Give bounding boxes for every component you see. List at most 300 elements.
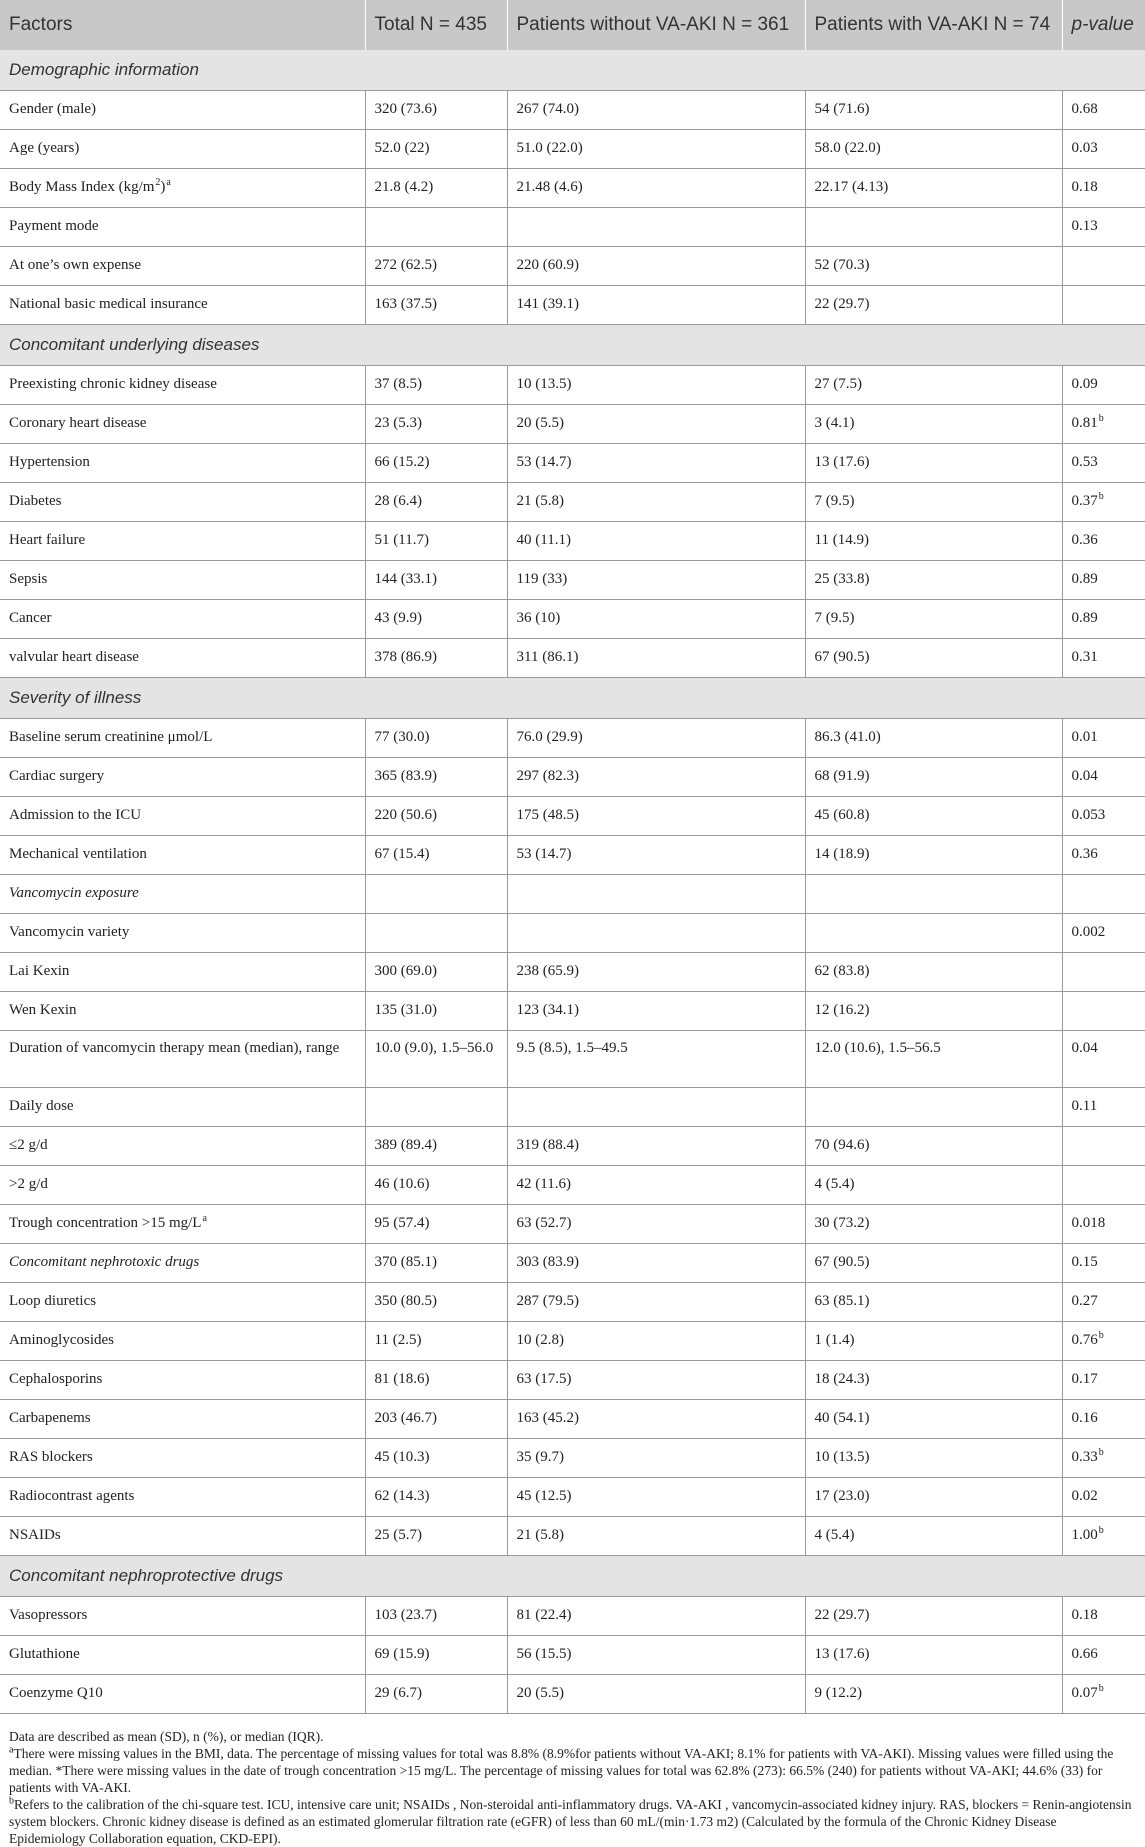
- with-va-aki-value: 22.17 (4.13): [805, 169, 1062, 208]
- p-value: 0.02: [1071, 1488, 1098, 1504]
- footnote-a-marker: a: [9, 1744, 14, 1756]
- table-row: [0, 1283, 1145, 1322]
- table-row: [0, 169, 1145, 208]
- without-va-aki-value: 175 (48.5): [507, 797, 805, 836]
- factor-label: [0, 953, 365, 992]
- factor-label: [0, 1439, 365, 1478]
- factor-label: [0, 1031, 365, 1088]
- p-value-cell: [1062, 1166, 1145, 1205]
- with-va-aki-value: 9 (12.2): [805, 1675, 1062, 1714]
- without-va-aki-value: 141 (39.1): [507, 286, 805, 325]
- table-header: [0, 0, 1145, 50]
- without-va-aki-value: [507, 208, 805, 247]
- section-header-row: [0, 678, 1145, 719]
- p-value: 0.16: [1071, 1410, 1098, 1426]
- p-value: 0.18: [1071, 1607, 1098, 1623]
- factor-label: [0, 169, 365, 208]
- p-value: 0.04: [1071, 1040, 1098, 1056]
- without-va-aki-value: 21.48 (4.6): [507, 169, 805, 208]
- factor-label: [0, 405, 365, 444]
- p-value: 0.68: [1071, 101, 1098, 117]
- factor-label-text: Sepsis: [9, 571, 48, 587]
- without-va-aki-value: 20 (5.5): [507, 1675, 805, 1714]
- without-va-aki-value: 267 (74.0): [507, 91, 805, 130]
- table-row: [0, 1031, 1145, 1088]
- factor-label: [0, 91, 365, 130]
- table-body: [0, 50, 1145, 1714]
- table-row: [0, 1675, 1145, 1714]
- table-row: [0, 797, 1145, 836]
- p-value: 0.018: [1071, 1215, 1106, 1231]
- with-va-aki-value: 3 (4.1): [805, 405, 1062, 444]
- table-row: [0, 444, 1145, 483]
- factor-label-text: Vancomycin variety: [9, 924, 130, 940]
- header-total: Total N = 435: [365, 0, 507, 50]
- factor-label: [0, 1088, 365, 1127]
- factor-label: [0, 1636, 365, 1675]
- p-value: 0.36: [1071, 846, 1098, 862]
- p-value-footnote-marker: b: [1098, 1447, 1104, 1458]
- without-va-aki-value: 319 (88.4): [507, 1127, 805, 1166]
- factor-label-text: Baseline serum creatinine μmol/L: [9, 729, 213, 745]
- p-value: 0.89: [1071, 571, 1098, 587]
- factor-label: [0, 1244, 365, 1283]
- p-value: 0.13: [1071, 218, 1098, 234]
- factor-label-text: Cancer: [9, 610, 52, 626]
- with-va-aki-value: 22 (29.7): [805, 1597, 1062, 1636]
- factor-label-text: Admission to the ICU: [9, 807, 142, 823]
- factor-label-text: Concomitant nephrotoxic drugs: [9, 1254, 200, 1270]
- factor-label-text: Gender (male): [9, 101, 97, 117]
- factor-label-text: Vasopressors: [9, 1607, 88, 1623]
- without-va-aki-value: 42 (11.6): [507, 1166, 805, 1205]
- factor-label: [0, 1478, 365, 1517]
- factor-label-text: >2 g/d: [9, 1176, 48, 1192]
- without-va-aki-value: 123 (34.1): [507, 992, 805, 1031]
- factor-label-text: Mechanical ventilation: [9, 846, 147, 862]
- factor-label: [0, 208, 365, 247]
- total-value: [365, 875, 507, 914]
- without-va-aki-value: 81 (22.4): [507, 1597, 805, 1636]
- total-value: 23 (5.3): [365, 405, 507, 444]
- table-row: [0, 561, 1145, 600]
- total-value: 46 (10.6): [365, 1166, 507, 1205]
- p-value-cell: [1062, 797, 1145, 836]
- p-value: 0.27: [1071, 1293, 1098, 1309]
- with-va-aki-value: 13 (17.6): [805, 1636, 1062, 1675]
- factor-label-text: valvular heart disease: [9, 649, 139, 665]
- section-title: Demographic information: [0, 50, 1145, 91]
- factor-label-text: Coenzyme Q10: [9, 1685, 103, 1701]
- total-value: 69 (15.9): [365, 1636, 507, 1675]
- total-value: 21.8 (4.2): [365, 169, 507, 208]
- table-row: [0, 1439, 1145, 1478]
- total-value: 43 (9.9): [365, 600, 507, 639]
- without-va-aki-value: 21 (5.8): [507, 483, 805, 522]
- factor-label: [0, 1205, 365, 1244]
- factor-label: [0, 1517, 365, 1556]
- with-va-aki-value: [805, 1088, 1062, 1127]
- with-va-aki-value: 70 (94.6): [805, 1127, 1062, 1166]
- with-va-aki-value: 54 (71.6): [805, 91, 1062, 130]
- total-value: [365, 1088, 507, 1127]
- factor-label: [0, 1597, 365, 1636]
- footnote-general: Data are described as mean (SD), n (%), or median (IQR).: [9, 1729, 324, 1744]
- factor-label-text: Preexisting chronic kidney disease: [9, 376, 217, 392]
- with-va-aki-value: 12 (16.2): [805, 992, 1062, 1031]
- p-value-cell: [1062, 1031, 1145, 1088]
- with-va-aki-value: [805, 914, 1062, 953]
- p-value-cell: [1062, 1244, 1145, 1283]
- p-value-cell: [1062, 639, 1145, 678]
- p-value-cell: [1062, 719, 1145, 758]
- without-va-aki-value: 10 (13.5): [507, 366, 805, 405]
- p-value-cell: [1062, 758, 1145, 797]
- factor-label-footnote-marker: a: [166, 177, 171, 188]
- p-value-footnote-marker: b: [1098, 1683, 1104, 1694]
- factor-label-text: Daily dose: [9, 1098, 74, 1114]
- without-va-aki-value: 35 (9.7): [507, 1439, 805, 1478]
- table-row: [0, 286, 1145, 325]
- p-value-cell: [1062, 1597, 1145, 1636]
- section-header-row: [0, 50, 1145, 91]
- without-va-aki-value: 303 (83.9): [507, 1244, 805, 1283]
- p-value-cell: [1062, 1088, 1145, 1127]
- factor-label: [0, 992, 365, 1031]
- table-row: [0, 1088, 1145, 1127]
- table-row: [0, 91, 1145, 130]
- factor-label: [0, 836, 365, 875]
- section-title: Concomitant nephroprotective drugs: [0, 1556, 1145, 1597]
- p-value-cell: [1062, 405, 1145, 444]
- p-value: 0.89: [1071, 610, 1098, 626]
- p-value-cell: [1062, 208, 1145, 247]
- total-value: 389 (89.4): [365, 1127, 507, 1166]
- p-value-cell: [1062, 600, 1145, 639]
- with-va-aki-value: 13 (17.6): [805, 444, 1062, 483]
- p-value-footnote-marker: b: [1098, 1330, 1104, 1341]
- with-va-aki-value: 18 (24.3): [805, 1361, 1062, 1400]
- with-va-aki-value: 40 (54.1): [805, 1400, 1062, 1439]
- factor-label-text: Wen Kexin: [9, 1002, 77, 1018]
- p-value: 1.00: [1071, 1527, 1098, 1543]
- factor-label: [0, 1675, 365, 1714]
- p-value: 0.15: [1071, 1254, 1098, 1270]
- total-value: 28 (6.4): [365, 483, 507, 522]
- factor-label: [0, 914, 365, 953]
- table-row: [0, 1322, 1145, 1361]
- table-row: [0, 1244, 1145, 1283]
- with-va-aki-value: 30 (73.2): [805, 1205, 1062, 1244]
- total-value: 163 (37.5): [365, 286, 507, 325]
- factor-label-footnote-marker: a: [202, 1213, 207, 1224]
- with-va-aki-value: [805, 875, 1062, 914]
- without-va-aki-value: 220 (60.9): [507, 247, 805, 286]
- table-row: [0, 875, 1145, 914]
- total-value: 11 (2.5): [365, 1322, 507, 1361]
- factor-label-text: Vancomycin exposure: [9, 885, 139, 901]
- table-row: [0, 522, 1145, 561]
- with-va-aki-value: 12.0 (10.6), 1.5–56.5: [805, 1031, 1062, 1088]
- p-value-footnote-marker: b: [1098, 491, 1104, 502]
- p-value-cell: [1062, 1361, 1145, 1400]
- p-value-cell: [1062, 836, 1145, 875]
- factor-label: [0, 639, 365, 678]
- without-va-aki-value: 51.0 (22.0): [507, 130, 805, 169]
- total-value: 95 (57.4): [365, 1205, 507, 1244]
- p-value: 0.09: [1071, 376, 1098, 392]
- with-va-aki-value: 58.0 (22.0): [805, 130, 1062, 169]
- without-va-aki-value: 56 (15.5): [507, 1636, 805, 1675]
- factor-label: [0, 600, 365, 639]
- table-row: [0, 1205, 1145, 1244]
- p-value-cell: [1062, 561, 1145, 600]
- with-va-aki-value: 25 (33.8): [805, 561, 1062, 600]
- footnote-a: [9, 1745, 1136, 1796]
- p-value-cell: [1062, 366, 1145, 405]
- total-value: 365 (83.9): [365, 758, 507, 797]
- with-va-aki-value: 63 (85.1): [805, 1283, 1062, 1322]
- p-value: 0.002: [1071, 924, 1106, 940]
- factor-label-text: Payment mode: [9, 218, 99, 234]
- without-va-aki-value: [507, 875, 805, 914]
- p-value: 0.03: [1071, 140, 1098, 156]
- p-value: 0.53: [1071, 454, 1098, 470]
- with-va-aki-value: 62 (83.8): [805, 953, 1062, 992]
- without-va-aki-value: [507, 914, 805, 953]
- header-factors: Factors: [0, 0, 365, 50]
- p-value-cell: [1062, 444, 1145, 483]
- factor-label-text: ≤2 g/d: [9, 1137, 48, 1153]
- total-value: 77 (30.0): [365, 719, 507, 758]
- with-va-aki-value: 27 (7.5): [805, 366, 1062, 405]
- factor-label-text: Radiocontrast agents: [9, 1488, 135, 1504]
- factor-label: [0, 483, 365, 522]
- total-value: 135 (31.0): [365, 992, 507, 1031]
- without-va-aki-value: 238 (65.9): [507, 953, 805, 992]
- footnote-a-text: There were missing values in the BMI, data. The percentage of missing values for total was 8.8% (8.9%for patients without VA-AKI; 8.1% for patients with VA-AKI). Missing values were filled using the median. *There were missing values in the date of trough concentration >15 mg/L. The percentage of missing values for total was 62.8% (273): 66.5% (240) for patients without VA-AKI; 44.6% (33) for patients with VA-AKI.: [9, 1746, 1114, 1795]
- with-va-aki-value: 4 (5.4): [805, 1517, 1062, 1556]
- table-row: [0, 1636, 1145, 1675]
- factor-label-text: Duration of vancomycin therapy mean (median), range: [9, 1040, 340, 1056]
- table-row: [0, 405, 1145, 444]
- with-va-aki-value: 52 (70.3): [805, 247, 1062, 286]
- total-value: 350 (80.5): [365, 1283, 507, 1322]
- with-va-aki-value: 7 (9.5): [805, 600, 1062, 639]
- section-header-row: [0, 1556, 1145, 1597]
- total-value: 67 (15.4): [365, 836, 507, 875]
- factor-label: [0, 875, 365, 914]
- factor-label-text: Age (years): [9, 140, 80, 156]
- header-row: [0, 0, 1145, 50]
- p-value: 0.36: [1071, 532, 1098, 548]
- p-value-cell: [1062, 914, 1145, 953]
- without-va-aki-value: 311 (86.1): [507, 639, 805, 678]
- p-value: 0.81: [1071, 415, 1098, 431]
- table-row: [0, 600, 1145, 639]
- factor-label-text: Loop diuretics: [9, 1293, 97, 1309]
- with-va-aki-value: 68 (91.9): [805, 758, 1062, 797]
- table-row: [0, 208, 1145, 247]
- section-header-row: [0, 325, 1145, 366]
- p-value-cell: [1062, 483, 1145, 522]
- p-value: 0.04: [1071, 768, 1098, 784]
- p-value-cell: [1062, 953, 1145, 992]
- table-row: [0, 758, 1145, 797]
- without-va-aki-value: 63 (17.5): [507, 1361, 805, 1400]
- table-row: [0, 914, 1145, 953]
- total-value: 272 (62.5): [365, 247, 507, 286]
- p-value-cell: [1062, 91, 1145, 130]
- factor-label-text: Lai Kexin: [9, 963, 70, 979]
- total-value: 51 (11.7): [365, 522, 507, 561]
- p-value: 0.76: [1071, 1332, 1098, 1348]
- factor-label: [0, 719, 365, 758]
- table-row: [0, 130, 1145, 169]
- total-value: [365, 914, 507, 953]
- without-va-aki-value: 63 (52.7): [507, 1205, 805, 1244]
- table-row: [0, 1517, 1145, 1556]
- p-value-cell: [1062, 1675, 1145, 1714]
- table-row: [0, 953, 1145, 992]
- header-p-value: p-value: [1062, 0, 1145, 50]
- p-value: 0.66: [1071, 1646, 1098, 1662]
- factor-label: [0, 366, 365, 405]
- factor-label-text: Cardiac surgery: [9, 768, 105, 784]
- total-value: 103 (23.7): [365, 1597, 507, 1636]
- table-row: [0, 483, 1145, 522]
- factor-label-text: Cephalosporins: [9, 1371, 103, 1387]
- without-va-aki-value: 53 (14.7): [507, 444, 805, 483]
- p-value-cell: [1062, 992, 1145, 1031]
- p-value-cell: [1062, 130, 1145, 169]
- without-va-aki-value: 163 (45.2): [507, 1400, 805, 1439]
- factor-label: [0, 247, 365, 286]
- total-value: 378 (86.9): [365, 639, 507, 678]
- p-value-cell: [1062, 1322, 1145, 1361]
- p-value: 0.01: [1071, 729, 1098, 745]
- total-value: 62 (14.3): [365, 1478, 507, 1517]
- factor-label-text: Aminoglycosides: [9, 1332, 114, 1348]
- with-va-aki-value: 1 (1.4): [805, 1322, 1062, 1361]
- table-row: [0, 366, 1145, 405]
- table-row: [0, 992, 1145, 1031]
- p-value: 0.33: [1071, 1449, 1098, 1465]
- factor-label-text: Glutathione: [9, 1646, 80, 1662]
- factor-label: [0, 522, 365, 561]
- factor-label: [0, 1283, 365, 1322]
- table-row: [0, 1166, 1145, 1205]
- factor-label: [0, 561, 365, 600]
- p-value-cell: [1062, 522, 1145, 561]
- factor-label-text: Trough concentration >15 mg/L: [9, 1215, 202, 1231]
- without-va-aki-value: 21 (5.8): [507, 1517, 805, 1556]
- header-with-va-aki: Patients with VA-AKI N = 74: [805, 0, 1062, 50]
- total-value: 66 (15.2): [365, 444, 507, 483]
- without-va-aki-value: 53 (14.7): [507, 836, 805, 875]
- p-value: 0.37: [1071, 493, 1098, 509]
- without-va-aki-value: 119 (33): [507, 561, 805, 600]
- with-va-aki-value: [805, 208, 1062, 247]
- total-value: 81 (18.6): [365, 1361, 507, 1400]
- p-value: 0.053: [1071, 807, 1106, 823]
- factor-label-text: Heart failure: [9, 532, 86, 548]
- total-value: 52.0 (22): [365, 130, 507, 169]
- p-value-footnote-marker: b: [1098, 1525, 1104, 1536]
- factor-label-text: RAS blockers: [9, 1449, 93, 1465]
- footnote-b-text: Refers to the calibration of the chi-square test. ICU, intensive care unit; NSAIDs , Non-steroidal anti-inflammatory drugs. VA-AKI , vancomycin-associated kidney injury. RAS, blockers = Renin-angiotensin system blockers. Chronic kidney disease is defined as an estimated glomerular filtration rate (eGFR) of less than 60 mL/(min·1.73 m2) (Calculated by the formula of the Chronic Kidney Disease Epidemiology Collaboration equation, CKD-EPI).: [9, 1797, 1132, 1846]
- without-va-aki-value: [507, 1088, 805, 1127]
- without-va-aki-value: 9.5 (8.5), 1.5–49.5: [507, 1031, 805, 1088]
- without-va-aki-value: 76.0 (29.9): [507, 719, 805, 758]
- without-va-aki-value: 20 (5.5): [507, 405, 805, 444]
- factor-label: [0, 758, 365, 797]
- section-title: Concomitant underlying diseases: [0, 325, 1145, 366]
- total-value: [365, 208, 507, 247]
- p-value-cell: [1062, 1439, 1145, 1478]
- with-va-aki-value: 14 (18.9): [805, 836, 1062, 875]
- with-va-aki-value: 67 (90.5): [805, 1244, 1062, 1283]
- factor-label: [0, 444, 365, 483]
- total-value: 144 (33.1): [365, 561, 507, 600]
- table-row: [0, 1400, 1145, 1439]
- p-value-cell: [1062, 247, 1145, 286]
- factor-label: [0, 130, 365, 169]
- with-va-aki-value: 22 (29.7): [805, 286, 1062, 325]
- p-value: 0.07: [1071, 1685, 1098, 1701]
- without-va-aki-value: 297 (82.3): [507, 758, 805, 797]
- total-value: 29 (6.7): [365, 1675, 507, 1714]
- table-footnotes: [0, 1714, 1145, 1847]
- factor-label: [0, 286, 365, 325]
- p-value-cell: [1062, 1517, 1145, 1556]
- p-value: 0.11: [1071, 1098, 1098, 1114]
- total-value: 45 (10.3): [365, 1439, 507, 1478]
- total-value: 370 (85.1): [365, 1244, 507, 1283]
- p-value: 0.31: [1071, 649, 1098, 665]
- p-value-cell: [1062, 169, 1145, 208]
- p-value-footnote-marker: b: [1098, 413, 1104, 424]
- p-value-cell: [1062, 875, 1145, 914]
- factor-label-text: At one’s own expense: [9, 257, 142, 273]
- factor-label: [0, 1166, 365, 1205]
- factor-label-text: NSAIDs: [9, 1527, 61, 1543]
- p-value-cell: [1062, 1400, 1145, 1439]
- table-row: [0, 1127, 1145, 1166]
- p-value-cell: [1062, 1478, 1145, 1517]
- total-value: 37 (8.5): [365, 366, 507, 405]
- without-va-aki-value: 45 (12.5): [507, 1478, 805, 1517]
- factor-label-superscript: 2: [155, 177, 161, 188]
- total-value: 25 (5.7): [365, 1517, 507, 1556]
- p-value-cell: [1062, 1283, 1145, 1322]
- with-va-aki-value: 10 (13.5): [805, 1439, 1062, 1478]
- table-row: [0, 639, 1145, 678]
- table-row: [0, 1361, 1145, 1400]
- section-title: Severity of illness: [0, 678, 1145, 719]
- table-row: [0, 1478, 1145, 1517]
- total-value: 203 (46.7): [365, 1400, 507, 1439]
- factor-label-text: Coronary heart disease: [9, 415, 147, 431]
- footnote-b: [9, 1796, 1136, 1847]
- factor-label-text: Body Mass Index (kg/m: [9, 179, 155, 195]
- with-va-aki-value: 86.3 (41.0): [805, 719, 1062, 758]
- factor-label: [0, 1361, 365, 1400]
- with-va-aki-value: 67 (90.5): [805, 639, 1062, 678]
- factor-label-suffix: ): [160, 179, 166, 195]
- without-va-aki-value: 10 (2.8): [507, 1322, 805, 1361]
- header-without-va-aki: Patients without VA-AKI N = 361: [507, 0, 805, 50]
